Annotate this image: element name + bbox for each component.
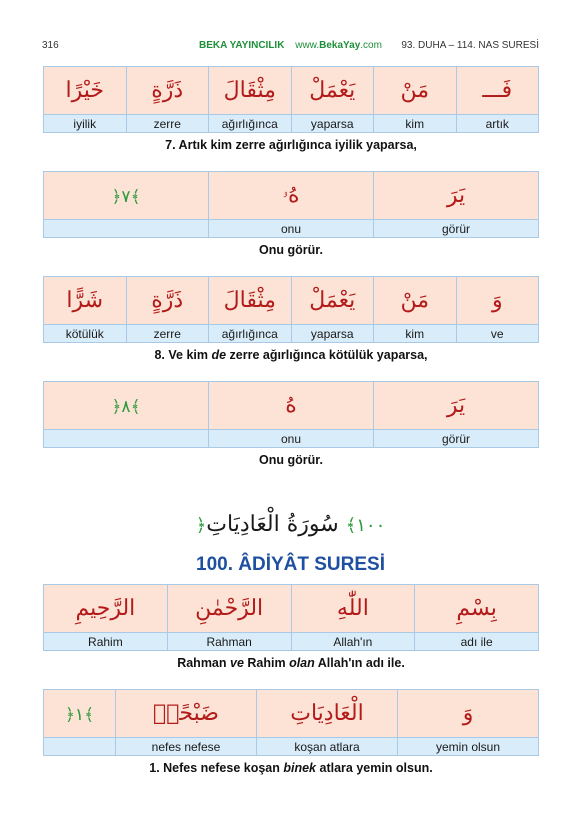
word-table bbox=[43, 66, 539, 133]
empty-cell bbox=[44, 738, 116, 756]
translation-row bbox=[44, 430, 539, 448]
page-number: 316 bbox=[42, 40, 59, 51]
arabic-row bbox=[44, 585, 539, 633]
translation-word: koşan atlara bbox=[257, 738, 398, 756]
arabic-word: ذَرَّةٍ bbox=[126, 67, 209, 115]
arabic-word: الرَّحْمٰنِ bbox=[167, 585, 291, 633]
arabic-word: مِثْقَالَ bbox=[209, 67, 292, 115]
arabic-word: وَ bbox=[456, 277, 539, 325]
translation-word: Allah'ın bbox=[291, 633, 415, 651]
arabic-row bbox=[44, 690, 539, 738]
ayah-number-marker: ﴿٨﴾ bbox=[111, 397, 141, 417]
translation-word: yaparsa bbox=[291, 325, 374, 343]
translation-word: nefes nefese bbox=[116, 738, 257, 756]
surah-title: 100. ÂDİYÂT SURESİ bbox=[196, 554, 385, 575]
translation-word: onu bbox=[209, 220, 374, 238]
arabic-word: مَنْ bbox=[374, 277, 457, 325]
translation-word: kötülük bbox=[44, 325, 127, 343]
arabic-word: يَرَ bbox=[374, 172, 539, 220]
arabic-row bbox=[44, 382, 539, 430]
arabic-word: اللّٰهِ bbox=[291, 585, 415, 633]
arabic-word: الرَّحِيمِ bbox=[44, 585, 168, 633]
translation-word: kim bbox=[374, 325, 457, 343]
verse-8-table-block bbox=[43, 276, 539, 362]
ayah-number-marker: ﴿٧﴾ bbox=[111, 187, 141, 207]
verse-translation: 1. Nefes nefese koşan binek atlara yemin olsun. bbox=[149, 761, 433, 775]
verse-8-end-block bbox=[43, 381, 539, 467]
translation-word: ağırlığınca bbox=[209, 325, 292, 343]
publisher-website[interactable]: www.BekaYay.com bbox=[295, 40, 382, 51]
arabic-word: بِسْمِ bbox=[415, 585, 539, 633]
surah-arabic-title bbox=[0, 512, 581, 537]
translation-word: görür bbox=[374, 430, 539, 448]
arabic-word: فَـــ bbox=[456, 67, 539, 115]
translation-word: zerre bbox=[126, 115, 209, 133]
arabic-word: شَرًّا bbox=[44, 277, 127, 325]
verse-translation: Rahman ve Rahim olan Allah'ın adı ile. bbox=[177, 656, 405, 670]
verse-translation: Onu görür. bbox=[259, 453, 323, 467]
arabic-word: مَنْ bbox=[374, 67, 457, 115]
section-title: 93. DUHA – 114. NAS SURESİ bbox=[401, 40, 539, 51]
translation-row bbox=[44, 738, 539, 756]
translation-row bbox=[44, 325, 539, 343]
word-table bbox=[43, 381, 539, 448]
translation-word: kim bbox=[374, 115, 457, 133]
translation-word: yemin olsun bbox=[398, 738, 539, 756]
translation-word: yaparsa bbox=[291, 115, 374, 133]
translation-row bbox=[44, 115, 539, 133]
arabic-word: وَ bbox=[398, 690, 539, 738]
empty-cell bbox=[44, 220, 209, 238]
word-table bbox=[43, 689, 539, 756]
arabic-word: هُۥ bbox=[209, 172, 374, 220]
translation-word: Rahman bbox=[167, 633, 291, 651]
arabic-word: يَعْمَلْ bbox=[291, 67, 374, 115]
verse-translation: 7. Artık kim zerre ağırlığınca iyilik yaparsa, bbox=[165, 138, 417, 152]
translation-word: artık bbox=[456, 115, 539, 133]
translation-word: Rahim bbox=[44, 633, 168, 651]
publisher-name: BEKA YAYINCILIK bbox=[199, 40, 285, 51]
translation-word: görür bbox=[374, 220, 539, 238]
verse-1-table-block bbox=[43, 689, 539, 775]
arabic-word: الْعَادِيَاتِ bbox=[257, 690, 398, 738]
word-table bbox=[43, 171, 539, 238]
translation-word: ağırlığınca bbox=[209, 115, 292, 133]
arabic-word: مِثْقَالَ bbox=[209, 277, 292, 325]
ayah-number-marker: ﴿١﴾ bbox=[64, 705, 95, 725]
surah-number-marker: ﴿١٠٠﴾ bbox=[195, 515, 386, 536]
empty-cell bbox=[44, 430, 209, 448]
verse-translation: Onu görür. bbox=[259, 243, 323, 257]
word-table bbox=[43, 276, 539, 343]
translation-word: zerre bbox=[126, 325, 209, 343]
translation-word: iyilik bbox=[44, 115, 127, 133]
verse-7-end-block bbox=[43, 171, 539, 257]
arabic-row bbox=[44, 172, 539, 220]
verse-translation: 8. Ve kim de zerre ağırlığınca kötülük yaparsa, bbox=[154, 348, 428, 362]
translation-word: adı ile bbox=[415, 633, 539, 651]
surah-arabic-name: سُورَةُ الْعَادِيَاتِ bbox=[206, 512, 339, 537]
translation-row bbox=[44, 633, 539, 651]
translation-row bbox=[44, 220, 539, 238]
page-header bbox=[0, 40, 581, 54]
basmala-table-block bbox=[43, 584, 539, 670]
arabic-word: ضَبْحًاۙ bbox=[116, 690, 257, 738]
arabic-word: هُ bbox=[209, 382, 374, 430]
arabic-word: يَرَ bbox=[374, 382, 539, 430]
translation-word: onu bbox=[209, 430, 374, 448]
arabic-word: يَعْمَلْ bbox=[291, 277, 374, 325]
arabic-row bbox=[44, 67, 539, 115]
arabic-row bbox=[44, 277, 539, 325]
arabic-word: ذَرَّةٍ bbox=[126, 277, 209, 325]
word-table bbox=[43, 584, 539, 651]
verse-7-table-block bbox=[43, 66, 539, 152]
arabic-word: خَيْرًا bbox=[44, 67, 127, 115]
translation-word: ve bbox=[456, 325, 539, 343]
